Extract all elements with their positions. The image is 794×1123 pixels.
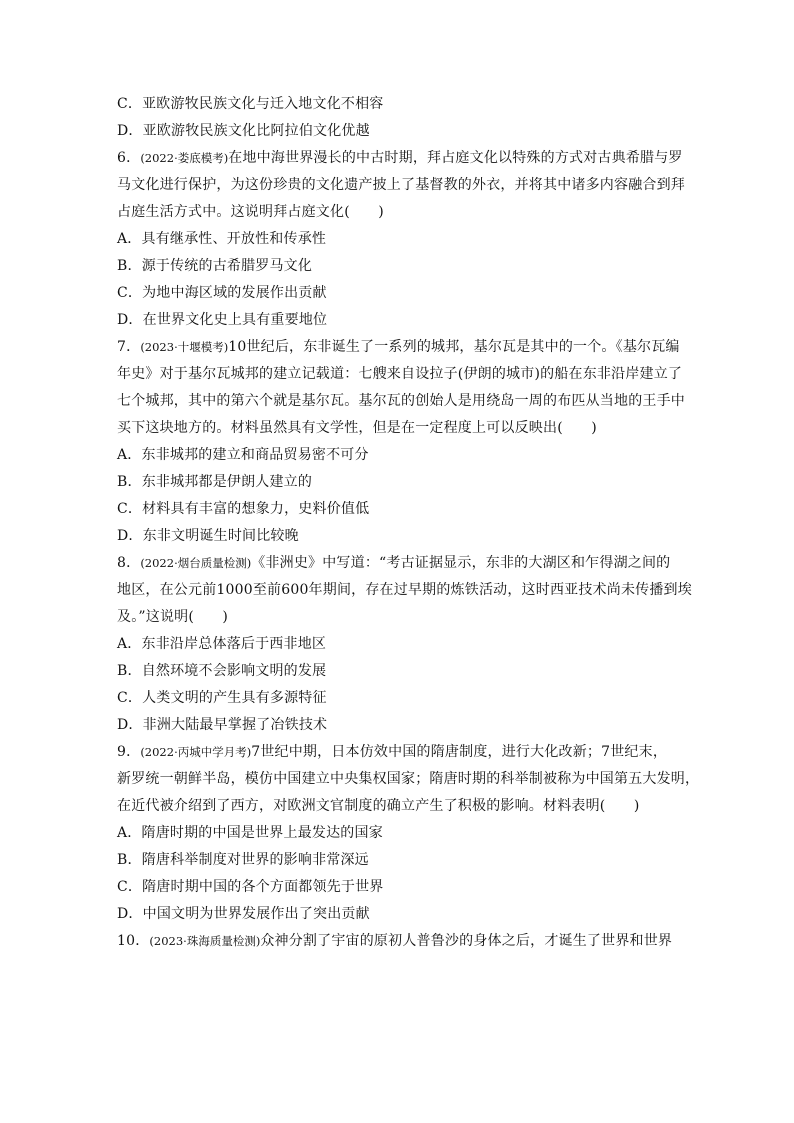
question-text-line: 年史》对于基尔瓦城邦的建立记载道：七艘来自设拉子(伊朗的城市)的船在东非沿岸建立了 xyxy=(117,366,683,382)
answer-option: C．亚欧游牧民族文化与迁入地文化不相容 xyxy=(117,96,384,112)
question-source: (2022·丙城中学月考) xyxy=(140,745,252,759)
question-first-line xyxy=(117,742,687,769)
question-text-line: 新罗统一朝鲜半岛，模仿中国建立中央集权国家；隋唐时期的科举制被称为中国第五大发明， xyxy=(117,771,700,787)
question-text: 7世纪中期，日本仿效中国的隋唐制度，进行大化改新；7世纪末， xyxy=(251,744,668,760)
answer-option: B．自然环境不会影响文明的发展 xyxy=(117,663,327,679)
answer-option: D．非洲大陆最早掌握了冶铁技术 xyxy=(117,717,328,733)
answer-option: B．源于传统的古希腊罗马文化 xyxy=(117,258,313,274)
answer-option: D．中国文明为世界发展作出了突出贡献 xyxy=(117,906,370,922)
question-text: 10世纪后，东非诞生了一系列的城邦，基尔瓦是其中的一个。《基尔瓦编 xyxy=(228,339,680,355)
question-source: (2023·十堰模考) xyxy=(140,340,229,354)
question-text-line: 地区，在公元前1000至前600年期间，存在过早期的炼铁活动，这时西亚技术尚未传播到埃 xyxy=(117,582,692,598)
question-first-line xyxy=(117,553,687,580)
question-first-line xyxy=(117,337,687,364)
answer-option: A．东非沿岸总体落后于西非地区 xyxy=(117,636,327,652)
question-text-line: 及。”这说明( ) xyxy=(117,609,229,625)
question-number: 8． xyxy=(117,555,141,571)
question-number: 6． xyxy=(117,150,141,166)
answer-option: D．东非文明诞生时间比较晚 xyxy=(117,528,299,544)
question-source: (2022·娄底模考) xyxy=(140,151,229,165)
question-text: 《非洲史》中写道：“考古证据显示，东非的大湖区和乍得湖之间的 xyxy=(251,555,671,571)
question-first-line xyxy=(117,148,687,175)
question-number: 9． xyxy=(117,744,141,760)
question-text-line: 马文化进行保护，为这份珍贵的文化遗产披上了基督教的外衣，并将其中诸多内容融合到拜 xyxy=(117,177,685,193)
question-first-line xyxy=(117,931,687,958)
answer-option: A．具有继承性、开放性和传承性 xyxy=(117,231,327,247)
question-text: 众神分割了宇宙的原初人普鲁沙的身体之后，才诞生了世界和世界 xyxy=(260,933,673,949)
question-text-line: 七个城邦，其中的第六个就是基尔瓦。基尔瓦的创始人是用绕岛一周的布匹从当地的王手中 xyxy=(117,393,685,409)
question-list xyxy=(117,94,700,958)
question-text: 在地中海世界漫长的中古时期，拜占庭文化以特殊的方式对古典希腊与罗 xyxy=(228,150,683,166)
answer-option: C．材料具有丰富的想象力，史料价值低 xyxy=(117,501,370,517)
answer-option: D．在世界文化史上具有重要地位 xyxy=(117,312,328,328)
question-source: (2023·珠海质量检测) xyxy=(149,934,261,948)
answer-option: D．亚欧游牧民族文化比阿拉伯文化优越 xyxy=(117,123,370,139)
question-number: 10． xyxy=(117,933,150,949)
answer-option: A．东非城邦的建立和商品贸易密不可分 xyxy=(117,447,369,463)
answer-option: B．隋唐科举制度对世界的影响非常深远 xyxy=(117,852,369,868)
question-text-line: 买下这块地方的。材料虽然具有文学性，但是在一定程度上可以反映出( ) xyxy=(117,420,597,436)
question-number: 7． xyxy=(117,339,141,355)
answer-option: C．为地中海区域的发展作出贡献 xyxy=(117,285,327,301)
answer-option: C．隋唐时期中国的各个方面都领先于世界 xyxy=(117,879,384,895)
question-source: (2022·烟台质量检测) xyxy=(140,556,252,570)
question-text-line: 占庭生活方式中。这说明拜占庭文化( ) xyxy=(117,204,384,220)
answer-option: C．人类文明的产生具有多源特征 xyxy=(117,690,327,706)
answer-option: A．隋唐时期的中国是世界上最发达的国家 xyxy=(117,825,383,841)
question-text-line: 在近代被介绍到了西方，对欧洲文官制度的确立产生了积极的影响。材料表明( ) xyxy=(117,798,640,814)
answer-option: B．东非城邦都是伊朗人建立的 xyxy=(117,474,313,490)
